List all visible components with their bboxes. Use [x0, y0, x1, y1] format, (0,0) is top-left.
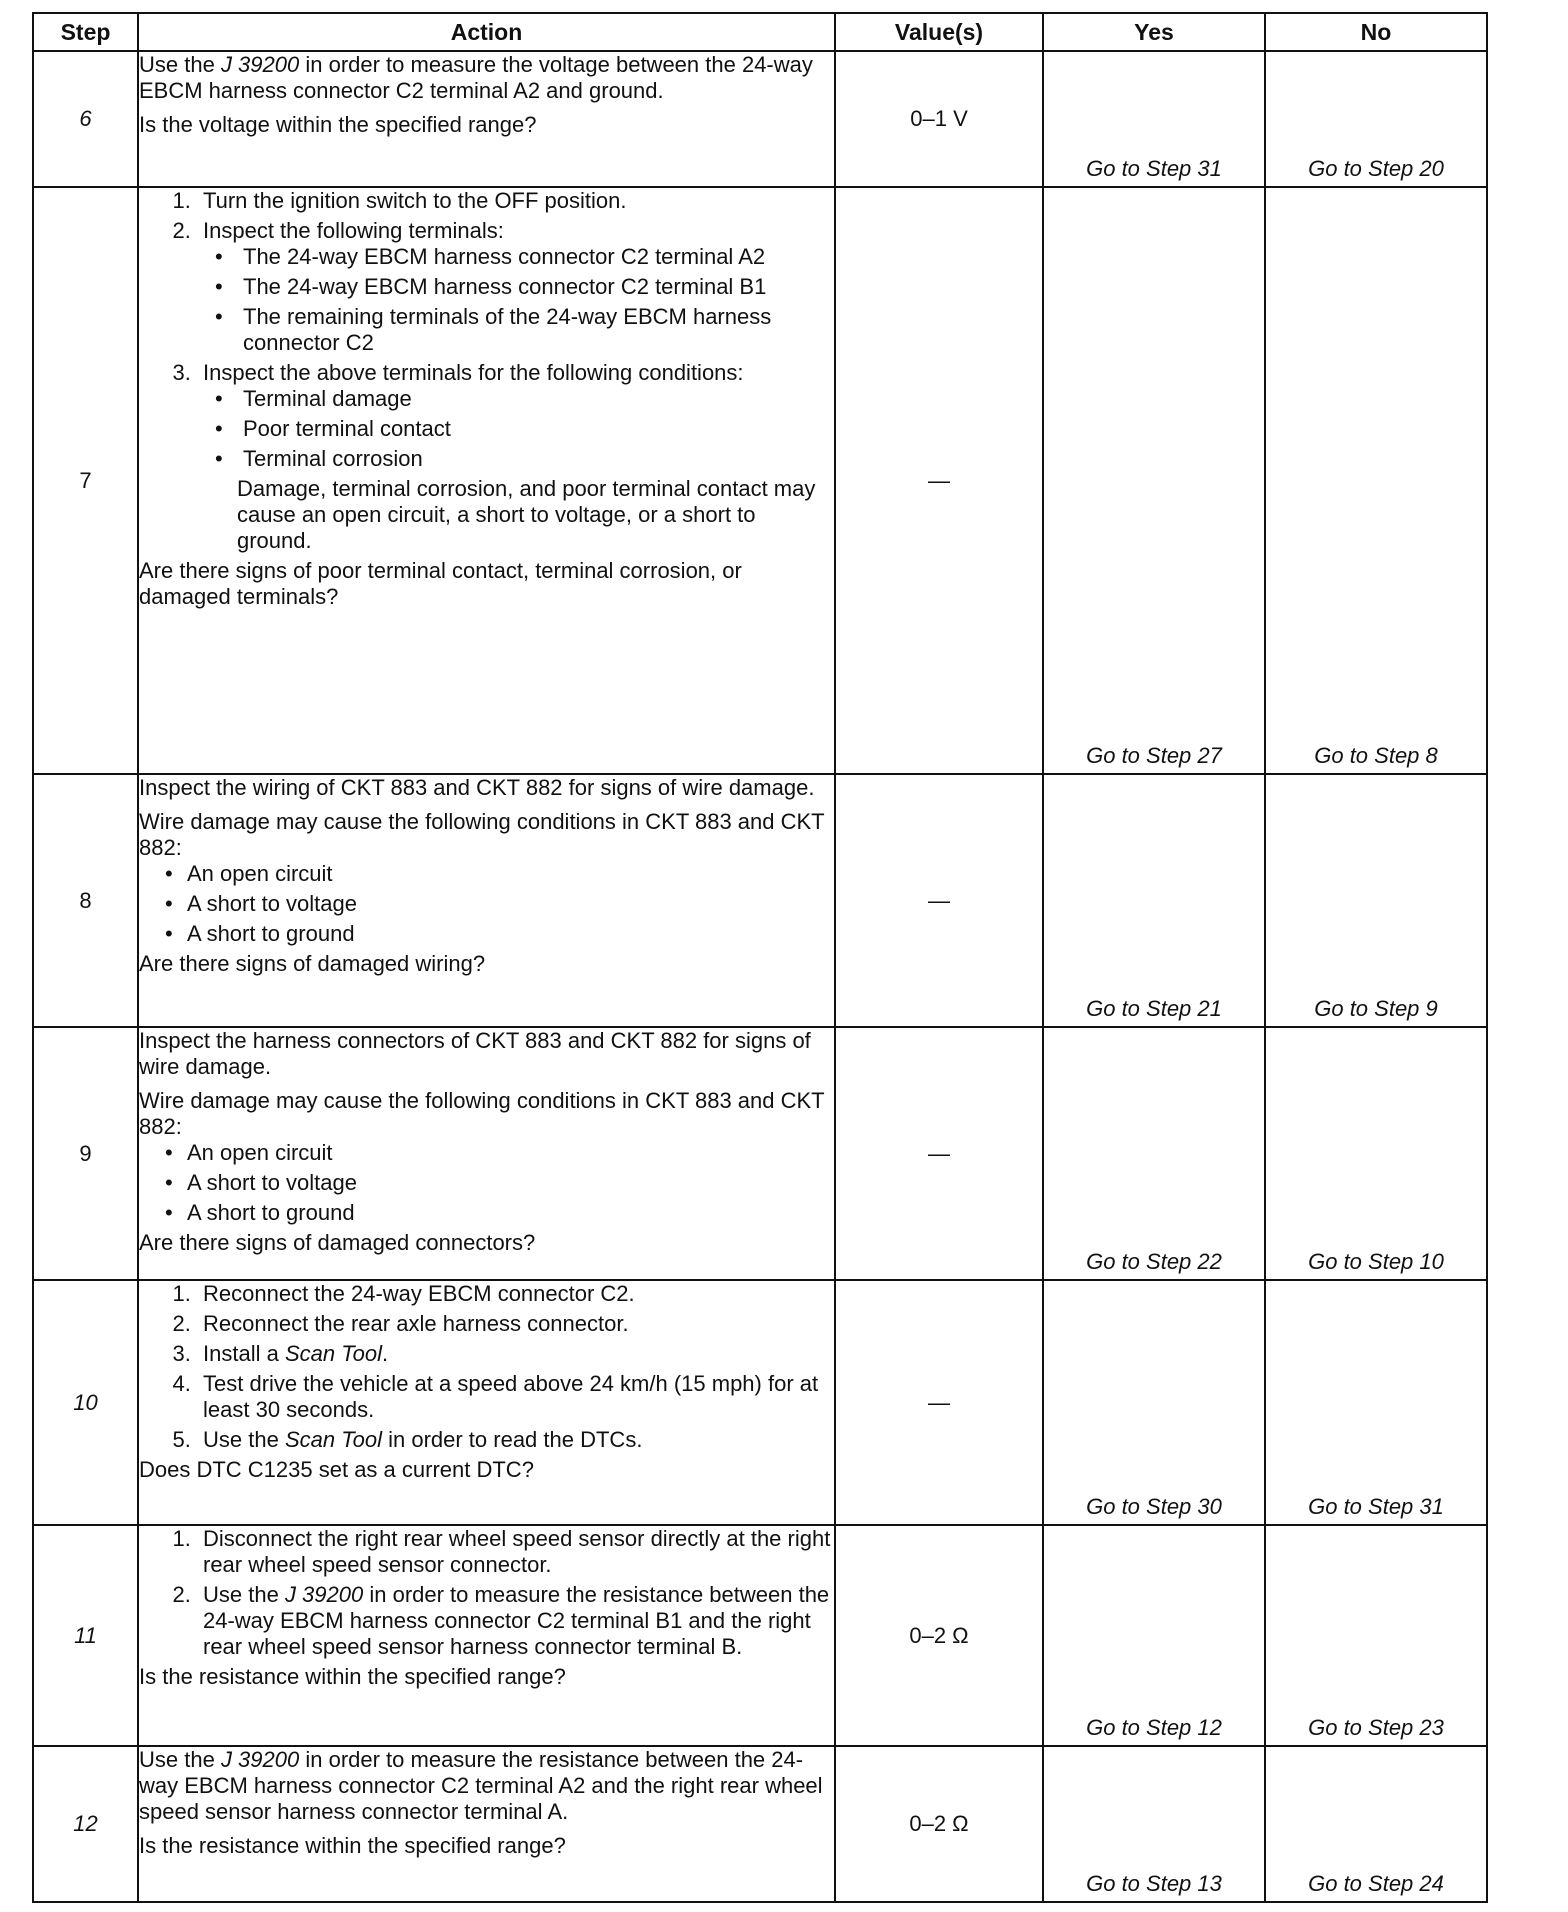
yes-cell: Go to Step 22 [1043, 1027, 1265, 1280]
action-cell [138, 774, 835, 1027]
action-steps [139, 188, 834, 554]
list-item: 3. Inspect the above terminals for the following conditions: • Terminal damage • Poor terminal contact • Terminal corrosion Damage, terminal corrosion, and poor terminal contact may cause an open circuit, a short to voltage, or a short to ground. [197, 360, 834, 554]
header-no: No [1265, 13, 1487, 51]
list-item: 1. Turn the ignition switch to the OFF position. [197, 188, 834, 214]
action-cell [138, 1280, 835, 1525]
tool-name: J 39200 [220, 1747, 300, 1772]
step-number: 7 [33, 187, 138, 774]
step-number: 9 [33, 1027, 138, 1280]
list-item: • An open circuit [187, 861, 834, 887]
tool-name: Scan Tool [284, 1341, 382, 1366]
table-row-step-6 [33, 51, 1487, 187]
action-question: Is the resistance within the specified range? [139, 1664, 566, 1689]
yes-cell: Go to Step 21 [1043, 774, 1265, 1027]
action-text: Inspect the wiring of CKT 883 and CKT 882 for signs of wire damage. [139, 775, 815, 800]
list-item: 2. Use the J 39200 in order to measure the resistance between the 24-way EBCM harness connector C2 terminal B1 and the right rear wheel speed sensor harness connector terminal B. [197, 1582, 834, 1660]
table-row-step-12 [33, 1746, 1487, 1902]
list-item: • A short to ground [187, 921, 834, 947]
action-question: Is the voltage within the specified range? [139, 112, 537, 137]
tool-name: Scan Tool [284, 1427, 382, 1452]
no-cell: Go to Step 23 [1265, 1525, 1487, 1746]
list-item: 3. Install a Scan Tool. [197, 1341, 834, 1367]
action-note: Damage, terminal corrosion, and poor terminal contact may cause an open circuit, a short to voltage, or a short to ground. [237, 476, 816, 553]
no-cell: Go to Step 20 [1265, 51, 1487, 187]
no-cell: Go to Step 24 [1265, 1746, 1487, 1902]
value-cell: — [835, 1027, 1043, 1280]
list-item: • An open circuit [187, 1140, 834, 1166]
action-text: Wire damage may cause the following conditions in CKT 883 and CKT 882: [139, 809, 825, 860]
action-steps [139, 1281, 834, 1453]
header-yes: Yes [1043, 13, 1265, 51]
list-item: • Terminal corrosion [237, 446, 834, 472]
list-item: 2. Reconnect the rear axle harness connector. [197, 1311, 834, 1337]
no-cell: Go to Step 31 [1265, 1280, 1487, 1525]
action-question: Are there signs of damaged connectors? [139, 1230, 536, 1255]
list-item: 1. Reconnect the 24-way EBCM connector C2. [197, 1281, 834, 1307]
list-item: • Terminal damage [237, 386, 834, 412]
list-item: • The remaining terminals of the 24-way EBCM harness connector C2 [237, 304, 834, 356]
yes-cell: Go to Step 13 [1043, 1746, 1265, 1902]
step-number: 10 [33, 1280, 138, 1525]
no-cell: Go to Step 8 [1265, 187, 1487, 774]
list-item: 5. Use the Scan Tool in order to read the DTCs. [197, 1427, 834, 1453]
yes-cell: Go to Step 12 [1043, 1525, 1265, 1746]
value-cell: 0–1 V [835, 51, 1043, 187]
value-cell: 0–2 Ω [835, 1746, 1043, 1902]
action-text: Wire damage may cause the following conditions in CKT 883 and CKT 882: [139, 1088, 825, 1139]
action-cell [138, 1746, 835, 1902]
action-text: Inspect the harness connectors of CKT 883 and CKT 882 for signs of wire damage. [139, 1028, 811, 1079]
header-step: Step [33, 13, 138, 51]
list-item: • A short to voltage [187, 891, 834, 917]
list-item: 2. Inspect the following terminals: • The 24-way EBCM harness connector C2 terminal A2 • The 24-way EBCM harness connector C2 terminal B1 • The remaining terminals of the 24-way EBCM harness connector C2 [197, 218, 834, 356]
bullet-list [203, 386, 834, 472]
yes-cell: Go to Step 27 [1043, 187, 1265, 774]
bullet-list [203, 244, 834, 356]
value-cell: — [835, 774, 1043, 1027]
action-question: Is the resistance within the specified range? [139, 1833, 566, 1858]
list-item: • Poor terminal contact [237, 416, 834, 442]
action-question: Does DTC C1235 set as a current DTC? [139, 1457, 534, 1482]
step-number: 11 [33, 1525, 138, 1746]
step-number: 8 [33, 774, 138, 1027]
list-item: • A short to ground [187, 1200, 834, 1226]
tool-name: J 39200 [284, 1582, 364, 1607]
header-values: Value(s) [835, 13, 1043, 51]
action-question: Are there signs of damaged wiring? [139, 951, 486, 976]
value-cell: — [835, 1280, 1043, 1525]
action-cell [138, 187, 835, 774]
value-cell: 0–2 Ω [835, 1525, 1043, 1746]
diagnostic-table [32, 12, 1488, 1903]
header-action: Action [138, 13, 835, 51]
step-number: 12 [33, 1746, 138, 1902]
list-item: 1. Disconnect the right rear wheel speed sensor directly at the right rear wheel speed sensor connector. [197, 1526, 834, 1578]
table-row-step-9 [33, 1027, 1487, 1280]
bullet-list [139, 861, 834, 947]
list-item: • A short to voltage [187, 1170, 834, 1196]
action-text: Use the J 39200 in order to measure the resistance between the 24-way EBCM harness connector C2 terminal A2 and the right rear wheel speed sensor harness connector terminal A. [139, 1747, 823, 1824]
list-item: 4. Test drive the vehicle at a speed above 24 km/h (15 mph) for at least 30 seconds. [197, 1371, 834, 1423]
action-cell [138, 51, 835, 187]
table-row-step-7 [33, 187, 1487, 774]
action-cell [138, 1027, 835, 1280]
action-steps [139, 1526, 834, 1660]
table-row-step-10 [33, 1280, 1487, 1525]
list-item: • The 24-way EBCM harness connector C2 terminal B1 [237, 274, 834, 300]
list-item: • The 24-way EBCM harness connector C2 terminal A2 [237, 244, 834, 270]
table-row-step-11 [33, 1525, 1487, 1746]
bullet-list [139, 1140, 834, 1226]
no-cell: Go to Step 9 [1265, 774, 1487, 1027]
step-number: 6 [33, 51, 138, 187]
value-cell: — [835, 187, 1043, 774]
action-cell [138, 1525, 835, 1746]
tool-name: J 39200 [220, 52, 300, 77]
yes-cell: Go to Step 30 [1043, 1280, 1265, 1525]
no-cell: Go to Step 10 [1265, 1027, 1487, 1280]
table-row-step-8 [33, 774, 1487, 1027]
action-question: Are there signs of poor terminal contact, terminal corrosion, or damaged terminals? [139, 558, 742, 609]
header-row [33, 13, 1487, 51]
yes-cell: Go to Step 31 [1043, 51, 1265, 187]
action-text: Use the J 39200 in order to measure the voltage between the 24-way EBCM harness connector C2 terminal A2 and ground. [139, 52, 813, 103]
